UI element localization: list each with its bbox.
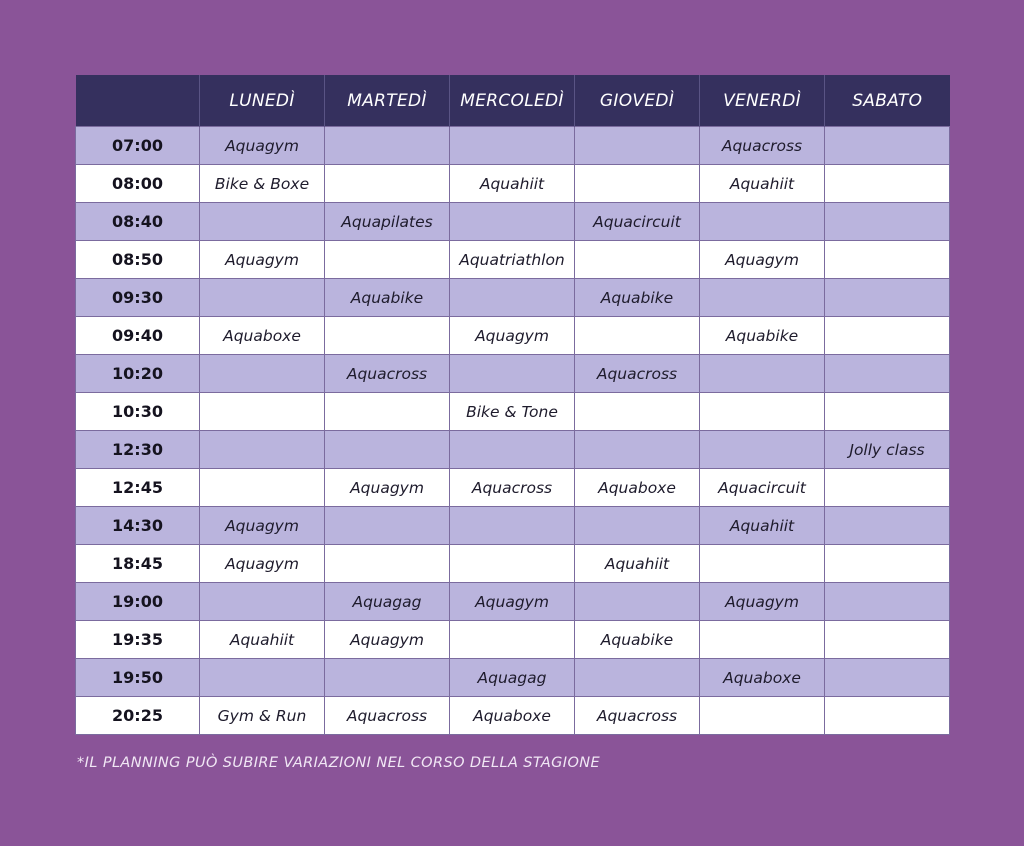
time-cell: 10:30 bbox=[76, 393, 200, 431]
class-cell: Aquagym bbox=[200, 127, 325, 165]
class-cell bbox=[825, 355, 950, 393]
class-cell bbox=[325, 241, 450, 279]
time-cell: 09:40 bbox=[76, 317, 200, 355]
class-cell: Aquagag bbox=[325, 583, 450, 621]
planning-footnote: *IL PLANNING PUÒ SUBIRE VARIAZIONI NEL CORSO DELLA STAGIONE bbox=[77, 755, 601, 771]
header-day-sabato: SABATO bbox=[825, 75, 950, 127]
class-cell: Aquahiit bbox=[575, 545, 700, 583]
class-cell: Aquabike bbox=[325, 279, 450, 317]
class-cell: Bike & Boxe bbox=[200, 165, 325, 203]
class-cell bbox=[825, 241, 950, 279]
time-cell: 08:00 bbox=[76, 165, 200, 203]
class-cell: Aquagym bbox=[700, 583, 825, 621]
class-cell bbox=[575, 127, 700, 165]
table-row bbox=[76, 393, 950, 431]
class-cell: Bike & Tone bbox=[450, 393, 575, 431]
class-cell bbox=[700, 697, 825, 735]
class-cell: Aquacross bbox=[325, 697, 450, 735]
class-cell: Aquagym bbox=[200, 507, 325, 545]
class-cell bbox=[200, 583, 325, 621]
table-row bbox=[76, 241, 950, 279]
header-day-mercoledi: MERCOLEDÌ bbox=[450, 75, 575, 127]
class-cell: Aquacircuit bbox=[700, 469, 825, 507]
table-row bbox=[76, 583, 950, 621]
class-cell bbox=[700, 355, 825, 393]
time-cell: 12:30 bbox=[76, 431, 200, 469]
header-day-martedi: MARTEDÌ bbox=[325, 75, 450, 127]
time-cell: 09:30 bbox=[76, 279, 200, 317]
class-cell bbox=[200, 659, 325, 697]
class-cell bbox=[200, 431, 325, 469]
class-cell: Jolly class bbox=[825, 431, 950, 469]
header-day-lunedi: LUNEDÌ bbox=[200, 75, 325, 127]
class-cell bbox=[575, 393, 700, 431]
class-cell bbox=[825, 165, 950, 203]
class-cell bbox=[325, 545, 450, 583]
class-cell bbox=[450, 507, 575, 545]
class-cell bbox=[325, 165, 450, 203]
class-cell bbox=[825, 621, 950, 659]
class-cell: Aquacross bbox=[450, 469, 575, 507]
class-cell bbox=[450, 431, 575, 469]
class-cell: Aquabike bbox=[700, 317, 825, 355]
class-cell: Aquaboxe bbox=[575, 469, 700, 507]
class-cell: Aquagym bbox=[450, 317, 575, 355]
class-cell bbox=[325, 659, 450, 697]
table-row bbox=[76, 203, 950, 241]
time-cell: 14:30 bbox=[76, 507, 200, 545]
schedule-table bbox=[75, 75, 950, 735]
class-cell bbox=[450, 127, 575, 165]
class-cell bbox=[825, 507, 950, 545]
class-cell bbox=[450, 621, 575, 659]
table-row bbox=[76, 469, 950, 507]
class-cell bbox=[700, 279, 825, 317]
class-cell bbox=[575, 507, 700, 545]
class-cell bbox=[825, 203, 950, 241]
table-row bbox=[76, 127, 950, 165]
class-cell bbox=[825, 583, 950, 621]
class-cell: Aquaboxe bbox=[200, 317, 325, 355]
class-cell: Aquatriathlon bbox=[450, 241, 575, 279]
class-cell bbox=[825, 279, 950, 317]
header-row bbox=[76, 75, 950, 127]
time-cell: 19:00 bbox=[76, 583, 200, 621]
table-row bbox=[76, 279, 950, 317]
class-cell: Aquacross bbox=[575, 355, 700, 393]
class-cell: Aquahiit bbox=[200, 621, 325, 659]
class-cell: Aquaboxe bbox=[700, 659, 825, 697]
time-cell: 07:00 bbox=[76, 127, 200, 165]
class-cell bbox=[325, 431, 450, 469]
class-cell bbox=[700, 621, 825, 659]
header-corner bbox=[76, 75, 200, 127]
class-cell bbox=[200, 393, 325, 431]
class-cell: Aquabike bbox=[575, 279, 700, 317]
class-cell bbox=[825, 697, 950, 735]
class-cell bbox=[825, 127, 950, 165]
table-row bbox=[76, 621, 950, 659]
class-cell bbox=[200, 469, 325, 507]
class-cell: Aquagag bbox=[450, 659, 575, 697]
time-cell: 20:25 bbox=[76, 697, 200, 735]
table-row bbox=[76, 355, 950, 393]
class-cell bbox=[575, 317, 700, 355]
class-cell: Aquagym bbox=[700, 241, 825, 279]
class-cell: Aquacircuit bbox=[575, 203, 700, 241]
time-cell: 08:40 bbox=[76, 203, 200, 241]
header-day-giovedi: GIOVEDÌ bbox=[575, 75, 700, 127]
class-cell bbox=[200, 203, 325, 241]
class-cell: Aquagym bbox=[200, 545, 325, 583]
class-cell bbox=[700, 545, 825, 583]
class-cell: Aquagym bbox=[450, 583, 575, 621]
class-cell bbox=[575, 583, 700, 621]
class-cell bbox=[700, 393, 825, 431]
class-cell bbox=[575, 165, 700, 203]
class-cell bbox=[200, 355, 325, 393]
class-cell bbox=[575, 241, 700, 279]
class-cell: Aquagym bbox=[325, 469, 450, 507]
class-cell bbox=[200, 279, 325, 317]
table-row bbox=[76, 431, 950, 469]
class-cell: Aquahiit bbox=[450, 165, 575, 203]
class-cell: Aquapilates bbox=[325, 203, 450, 241]
table-row bbox=[76, 659, 950, 697]
table-row bbox=[76, 317, 950, 355]
table-row bbox=[76, 507, 950, 545]
class-cell bbox=[575, 659, 700, 697]
class-cell bbox=[825, 659, 950, 697]
table-row bbox=[76, 165, 950, 203]
class-cell bbox=[325, 393, 450, 431]
time-cell: 12:45 bbox=[76, 469, 200, 507]
class-cell: Aquacross bbox=[700, 127, 825, 165]
class-cell bbox=[575, 431, 700, 469]
class-cell bbox=[450, 203, 575, 241]
header-day-venerdi: VENERDÌ bbox=[700, 75, 825, 127]
schedule-body bbox=[76, 127, 950, 735]
class-cell bbox=[450, 355, 575, 393]
class-cell: Aquagym bbox=[325, 621, 450, 659]
class-cell bbox=[700, 431, 825, 469]
class-cell bbox=[700, 203, 825, 241]
class-cell: Aquagym bbox=[200, 241, 325, 279]
time-cell: 08:50 bbox=[76, 241, 200, 279]
class-cell bbox=[325, 317, 450, 355]
class-cell bbox=[825, 393, 950, 431]
class-cell: Aquacross bbox=[325, 355, 450, 393]
class-cell bbox=[450, 279, 575, 317]
class-cell: Aquahiit bbox=[700, 507, 825, 545]
class-cell bbox=[325, 127, 450, 165]
class-cell: Gym & Run bbox=[200, 697, 325, 735]
time-cell: 10:20 bbox=[76, 355, 200, 393]
class-cell bbox=[325, 507, 450, 545]
time-cell: 19:50 bbox=[76, 659, 200, 697]
class-cell bbox=[825, 545, 950, 583]
class-cell: Aquahiit bbox=[700, 165, 825, 203]
class-cell: Aquacross bbox=[575, 697, 700, 735]
table-row bbox=[76, 697, 950, 735]
class-cell: Aquabike bbox=[575, 621, 700, 659]
class-cell bbox=[825, 317, 950, 355]
time-cell: 19:35 bbox=[76, 621, 200, 659]
time-cell: 18:45 bbox=[76, 545, 200, 583]
class-cell bbox=[450, 545, 575, 583]
class-cell bbox=[825, 469, 950, 507]
class-cell: Aquaboxe bbox=[450, 697, 575, 735]
table-row bbox=[76, 545, 950, 583]
